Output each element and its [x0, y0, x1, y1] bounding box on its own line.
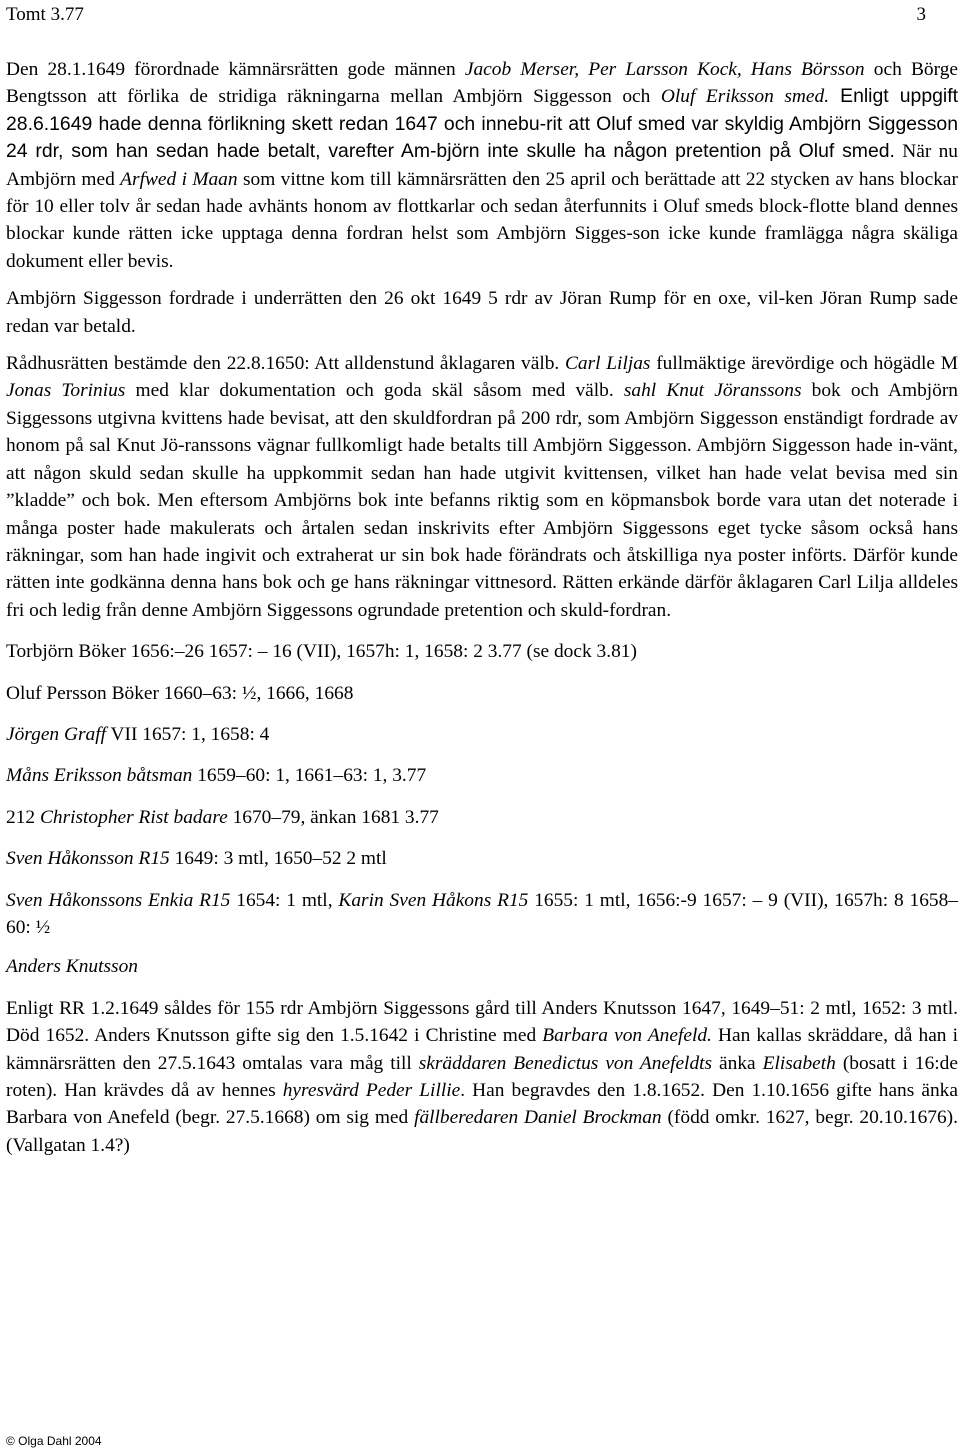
text-run: 1659–60: 1, 1661–63: 1, 3.77	[192, 765, 427, 787]
italic-run: Barbara von Anefeld.	[542, 1025, 712, 1047]
text-run: När nu Ambjörn med	[6, 141, 958, 190]
italic-run: fällberedaren Daniel Brockman	[414, 1107, 662, 1129]
text-run: 1654: 1 mtl,	[230, 889, 339, 911]
text-run: Ambjörn Siggesson fordrade i underrätten den 26 okt 1649 5 rdr av Jöran Rump för en oxe, vil-ken Jöran Rump sade redan var betald.	[6, 288, 958, 337]
italic-run: Arfwed i Maan	[120, 168, 238, 190]
paragraph	[6, 953, 958, 980]
italic-run: Karin Sven Håkons R15	[338, 889, 529, 911]
paragraph	[6, 887, 958, 942]
text-run: (bosatt i 16:de roten). Han krävdes då av hennes	[6, 1052, 958, 1101]
italic-run: Sven Håkonsson R15	[6, 848, 170, 870]
text-run: bok och Ambjörn Siggessons utgivna kvittens hade bevisat, att den skuldfordran på 200 rdr, som Ambjörn Siggesson enständigt fordrade av honom på sal Knut Jö-ranssons vägnar fullkomligt hade betalts till Ambjörn Siggesson. Ambjörn Siggesson hade in-vänt, att någon skuld sedan skulle ha uppkommit sedan han hade utgivit kvittensen, vilket han hade velat bevisa med sin ”kladde” och bok. Men eftersom Ambjörns bok inte befanns riktig som en köpmansbok borde vara utan det noterade i många poster hade makulerats och årtalen sedan inskrivits efter Ambjörn Siggessons eget tycke såsom också hans räkningar, som han hade ingivit och extraherat ur sin bok hade förändrats och åtskilliga nya poster införts. Därför kunde rätten inte godkänna denna hans bok och ge hans räkningar vittnesord. Rätten erkände därför åklagaren Carl Lilja alldeles fri och ledig från denne Ambjörn Siggessons ogrundade pretention och skuld-fordran.	[6, 380, 958, 621]
paragraph	[6, 285, 958, 340]
text-run: 212	[6, 806, 40, 828]
text-run: 1670–79, änkan 1681 3.77	[227, 806, 439, 828]
text-run: 1649: 3 mtl, 1650–52 2 mtl	[169, 848, 387, 870]
text-run: Den 28.1.1649 förordnade kämnärsrätten gode männen	[6, 59, 465, 80]
italic-run: Jonas Torinius	[6, 380, 126, 402]
text-run: Han kallas skräddare, då han i kämnärsrätten den 27.5.1643 omtalas vara måg till	[6, 1025, 958, 1074]
page-number: 3	[916, 4, 926, 25]
copyright-footer: © Olga Dahl 2004	[6, 1434, 102, 1448]
text-run: VII 1657: 1, 1658: 4	[106, 723, 270, 745]
page-header	[6, 4, 926, 26]
italic-run: Oluf Eriksson smed.	[660, 86, 830, 108]
text-run: som vittne kom till kämnärsrätten den 25 april och berättade att 22 stycken av hans blockar för 10 eller tolv år sedan hade avhänts honom av flottkarlar och sedan återfunnits i Oluf smeds block-flotte bland dennes blockar kunde rätten icke upptaga denna fordran helst som Ambjörn Sigges-son icke kunde framlägga några skäliga dokument eller bevis.	[6, 168, 958, 272]
paragraph	[6, 762, 958, 789]
text-run: Rådhusrätten bestämde den 22.8.1650: Att alldenstund åklagaren välb.	[6, 353, 565, 375]
text-run: med klar dokumentation och goda skäl såsom med välb.	[125, 380, 624, 402]
italic-run: Jörgen Graff	[6, 723, 106, 745]
paragraph	[6, 995, 958, 1159]
paragraph	[6, 721, 958, 748]
italic-run: hyresvärd Peder Lillie	[282, 1080, 461, 1101]
paragraph	[6, 56, 958, 275]
text-run: (född omkr. 1627, begr. 20.10.1676). (Vallgatan 1.4?)	[6, 1107, 958, 1156]
italic-run: Elisabeth	[762, 1052, 836, 1074]
italic-run: Måns Eriksson båtsman	[6, 765, 193, 787]
document-title: Tomt 3.77	[6, 4, 84, 25]
text-run: Torbjörn Böker 1656:–26 1657: – 16 (VII), 1657h: 1, 1658: 2 3.77 (se dock 3.81)	[6, 641, 637, 663]
text-run: Enligt uppgift 28.6.1649 hade denna förlikning skett redan 1647 och innebu-rit att Oluf smed var skyldig Ambjörn Siggesson 24 rdr, som han sedan hade betalt, varefter Am-björn inte skulle ha någon pretention på Oluf smed.	[6, 85, 958, 163]
italic-run: Christopher Rist badare	[39, 806, 228, 828]
paragraph	[6, 845, 958, 872]
italic-run: Sven Håkonssons Enkia R15	[6, 889, 231, 911]
italic-run: Carl Liljas	[564, 353, 651, 375]
text-run: fullmäktige ärevördige och högädle M	[650, 353, 958, 375]
italic-run: Jacob Merser, Per Larsson Kock, Hans Börsson	[464, 59, 865, 80]
text-run: Enligt RR 1.2.1649 såldes för 155 rdr Ambjörn Siggessons gård till Anders Knutsson 1647, 1649–51: 2 mtl, 1652: 3 mtl. Död 1652. Anders Knutsson gifte sig den 1.5.1642 i Christine med	[6, 997, 958, 1047]
italic-run: skräddaren Benedictus von Anefeldts	[418, 1052, 713, 1074]
paragraph	[6, 680, 958, 707]
paragraph	[6, 638, 958, 665]
paragraph	[6, 804, 958, 831]
text-run: Oluf Persson Böker 1660–63: ½, 1666, 1668	[6, 682, 354, 704]
text-run: änka	[712, 1052, 763, 1074]
italic-run: Anders Knutsson	[6, 956, 138, 978]
text-run: 1655: 1 mtl, 1656:-9 1657: – 9 (VII), 1657h: 8 1658–60: ½	[6, 889, 959, 938]
text-run: och Börge Bengtsson att förlika de stridiga räkningarna mellan Ambjörn Siggesson och	[6, 59, 959, 108]
text-run: . Han begravdes den 1.8.1652. Den 1.10.1656 gifte hans änka Barbara von Anefeld (begr. 27.5.1668) om sig med	[6, 1080, 958, 1129]
document-body	[6, 56, 958, 1159]
italic-run: sahl Knut Jöranssons	[623, 380, 802, 402]
paragraph	[6, 350, 958, 624]
